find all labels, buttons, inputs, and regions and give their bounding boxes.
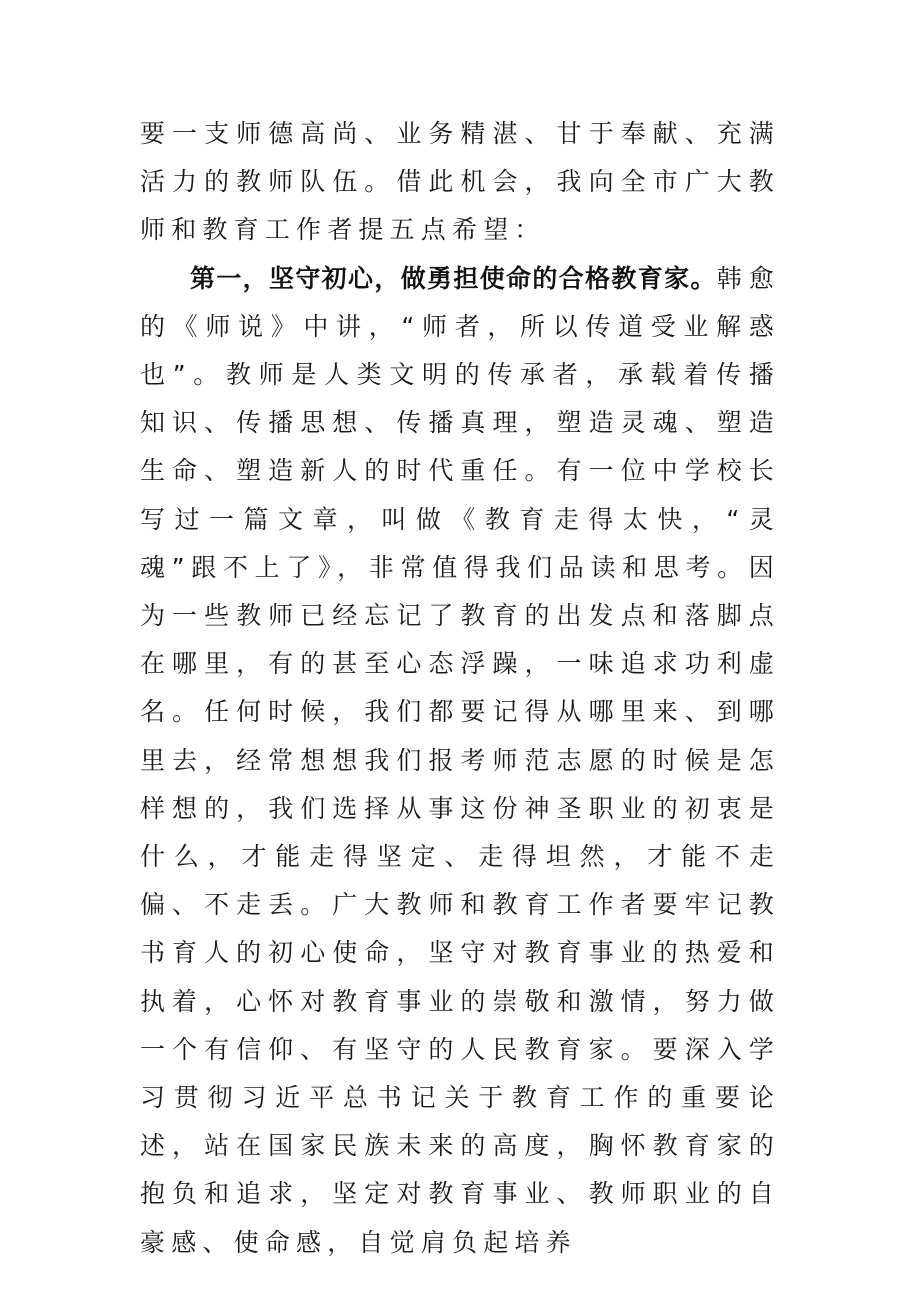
document-body (140, 110, 780, 1267)
paragraph-intro-continuation: 要一支师德高尚、业务精湛、甘于奉献、充满活力的教师队伍。借此机会，我向全市广大教师和教育工作者提五点希望： (140, 119, 780, 245)
paragraph-body: 韩愈的《师说》中讲，“师者，所以传道受业解惑也”。教师是人类文明的传承者，承载着传播知识、传播思想、传播真理，塑造灵魂、塑造生命、塑造新人的时代重任。有一位中学校长写过一篇文章，叫做《教育走得太快，“灵魂”跟不上了》，非常值得我们品读和思考。因为一些教师已经忘记了教育的出发点和落脚点在哪里，有的甚至心态浮躁，一味追求功利虚名。任何时候，我们都要记得从哪里来、到哪里去，经常想想我们报考师范志愿的时候是怎样想的，我们选择从事这份神圣职业的初衷是什么，才能走得坚定、走得坦然，才能不走偏、不走丢。广大教师和教育工作者要牢记教书育人的初心使命，坚守对教育事业的热爱和执着，心怀对教育事业的崇敬和激情，努力做一个有信仰、有坚守的人民教育家。要深入学习贯彻习近平总书记关于教育工作的重要论述，站在国家民族未来的高度，胸怀教育家的抱负和追求，坚定对教育事业、教师职业的自豪感、使命感，自觉肩负起培养 (140, 263, 780, 1257)
paragraph-heading: 第一，坚守初心，做勇担使命的合格教育家。 (190, 263, 717, 293)
paragraph-first-hope (140, 255, 780, 1267)
